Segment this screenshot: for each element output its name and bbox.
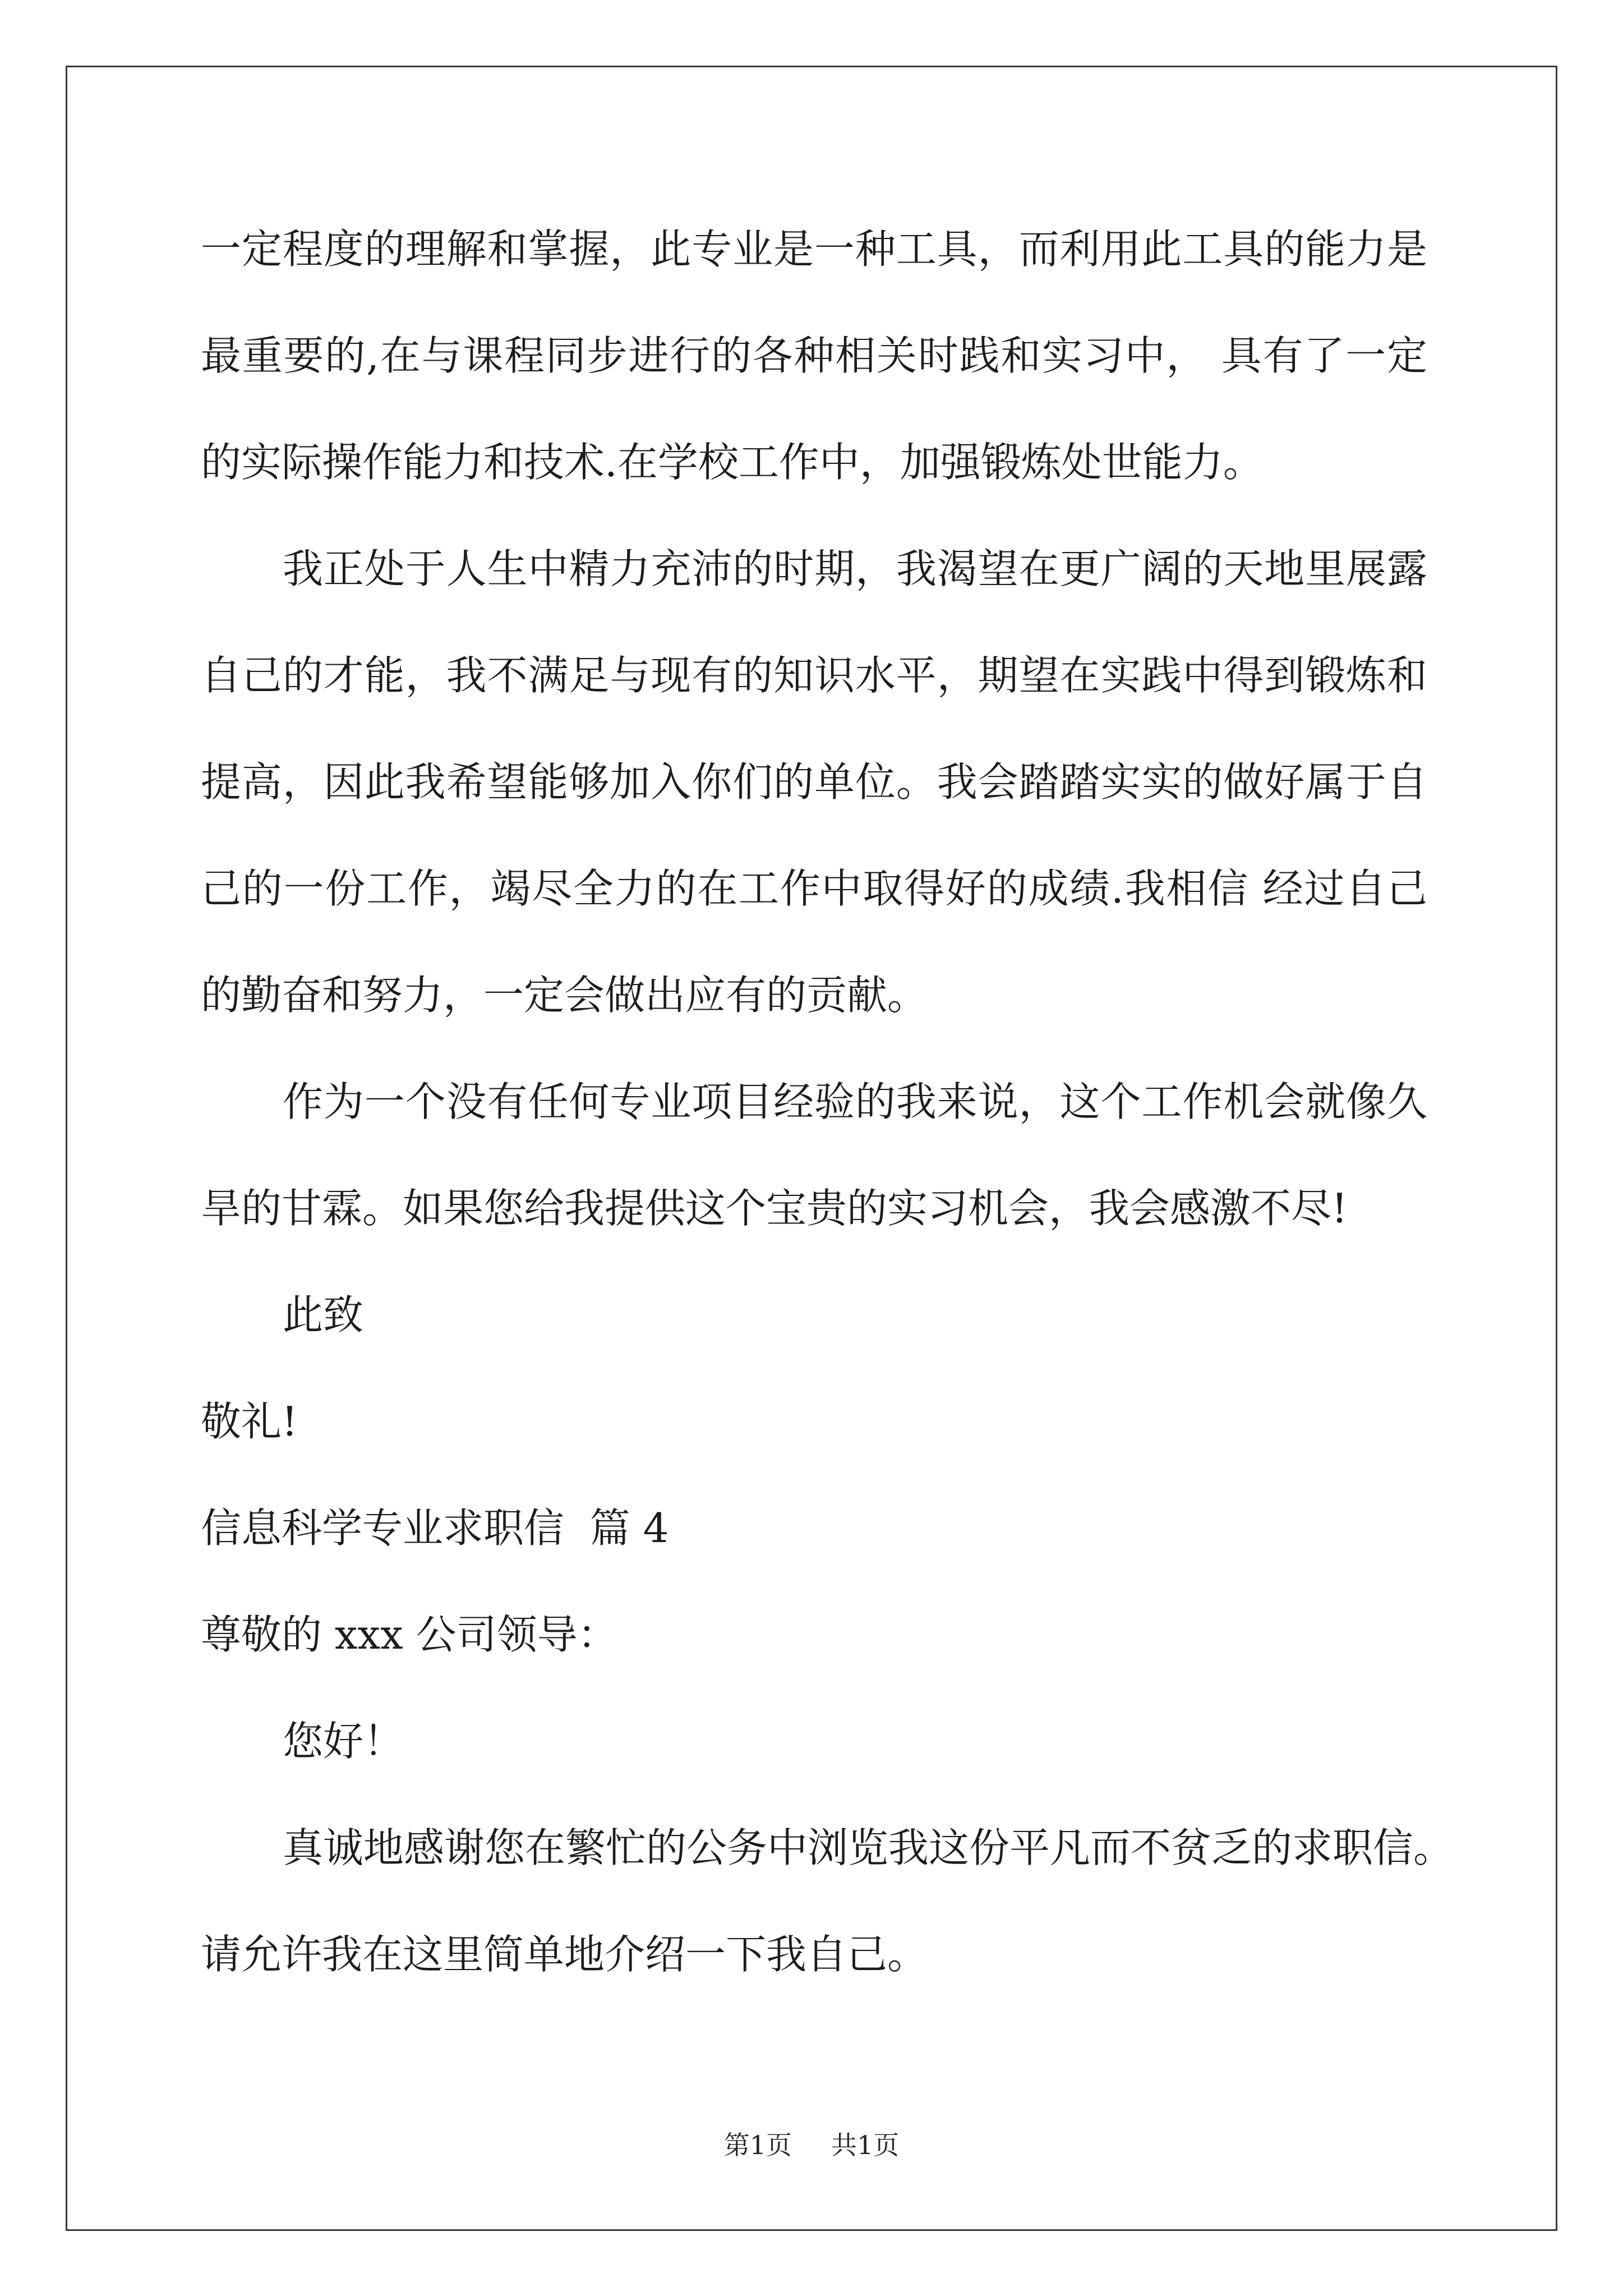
paragraph-first-line: 作为一个没有任何专业项目经验的我来说，这个工作机会就像久: [283, 1078, 1427, 1125]
paragraph-first-line: 真诚地感谢您在繁忙的公务中浏览我这份平凡而不贫乏的求职信。: [283, 1824, 1454, 1871]
text-line: 提高，因此我希望能够加入你们的单位。我会踏踏实实的做好属于自: [201, 758, 1427, 806]
text-line: 旱的甘霖。如果您给我提供这个宝贵的实习机会，我会感激不尽!: [201, 1185, 1348, 1232]
text-line: 最重要的,在与课程同步进行的各种相关时践和实习中， 具有了一定: [201, 332, 1427, 379]
page-total: 共1页: [831, 2130, 900, 2160]
closing-salutation: 此致: [283, 1291, 364, 1338]
text-line: 的实际操作能力和技术.在学校工作中，加强锻炼处世能力。: [201, 439, 1264, 486]
text-line: 己的一份工作，竭尽全力的在工作中取得好的成绩.我相信 经过自己: [201, 865, 1427, 912]
letter-greeting: 您好！: [283, 1718, 404, 1765]
page-footer: [0, 2129, 1623, 2161]
text-line: 请允许我在这里简单地介绍一下我自己。: [201, 1931, 928, 1978]
closing-regards: 敬礼!: [201, 1398, 298, 1445]
letter-addressee: 尊敬的 xxx 公司领导：: [201, 1611, 618, 1658]
document-body: [201, 196, 1454, 2008]
section-heading: 信息科学专业求职信 篇 4: [201, 1504, 669, 1552]
text-line: 自己的才能，我不满足与现有的知识水平，期望在实践中得到锻炼和: [201, 652, 1427, 699]
page-number: 第1页: [723, 2130, 792, 2160]
text-line: 的勤奋和努力，一定会做出应有的贡献。: [201, 972, 928, 1019]
paragraph-first-line: 我正处于人生中精力充沛的时期，我渴望在更广阔的天地里展露: [283, 545, 1427, 592]
text-line: 一定程度的理解和掌握，此专业是一种工具，而利用此工具的能力是: [201, 226, 1427, 273]
